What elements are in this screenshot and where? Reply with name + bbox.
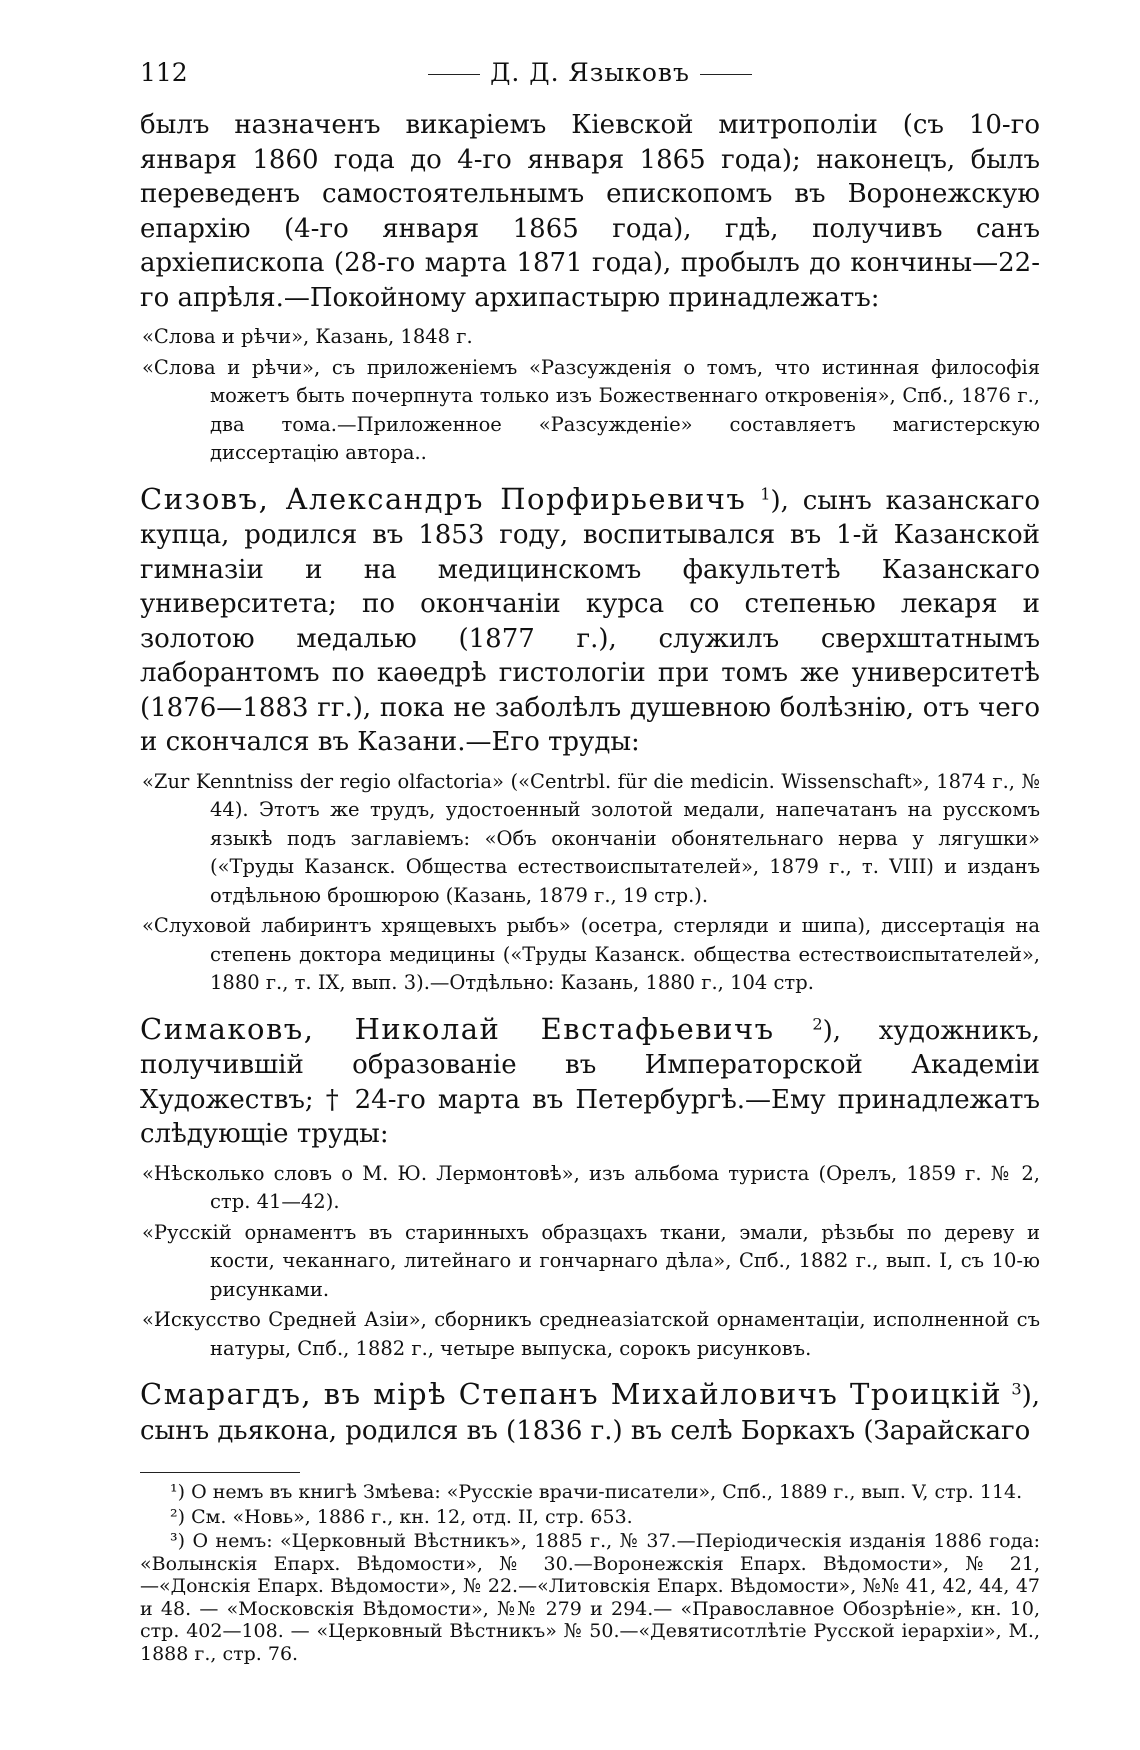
bibliography-item: «Искусство Средней Азіи», сборникъ среднеазіатской орнаментаціи, исполненной съ натуры, Спб., 1882 г., четыре выпуска, сорокъ рисунковъ. [142,1308,1040,1360]
entry-simakov: Симаковъ, Николай Евстафьевичъ $^2$), художникъ, получившій образованіе въ Императорской Академіи Художествъ; † 24-го марта въ Петербургѣ.—Ему принадлежатъ слѣдующіе труды: [140,1011,1040,1149]
footnote [140,1506,1040,1529]
entry-text: , сынъ казанскаго купца, родился въ 1853 году, воспитывался въ 1-й Казанской гимназіи и на медицинскомъ факультетѣ Казанскаго университета; по окончаніи курса со степенью лекаря и золотою медалью (1877 г.), служилъ сверхштатнымъ лаборантомъ по каѳедрѣ гистологіи при томъ же университетѣ (1876—1883 гг.), пока не заболѣлъ душевною болѣзнію, отъ чего и скончался въ Казани.—Его труды: [140,485,1041,757]
footnote-text: О немъ: «Церковный Вѣстникъ», 1885 г., № 37.—Періодическія изданія 1886 года: «Волынскія Епарх. Вѣдомости», № 30.—Воронежскія Епарх. Вѣдомости», № 21,—«Донскія Епарх. Вѣдомости», № 22.—«Литовскія Епарх. Вѣдомости», №№ 41, 42, 44, 47 и 48. — «Московскія Вѣдомости», №№ 279 и 294.— «Православное Обозрѣніе», кн. 10, стр. 402—108. — «Церковный Вѣстникъ» № 50.—«Девятисотлѣтіе Русской іерархіи», М., 1888 г., стр. 76. [140,1530,1041,1665]
intro-paragraph: былъ назначенъ викаріемъ Кіевской митрополіи (съ 10-го января 1860 года до 4-го января 1865 года); наконецъ, былъ переведенъ самостоятельнымъ епископомъ въ Воронежскую епархію (4-го января 1865 года), гдѣ, получивъ санъ архіепископа (28-го марта 1871 года), пробылъ до кончины—22-го апрѣля.—Покойному архипастырю принадлежатъ: [140,110,1040,313]
footnote-ref: 1 [760,483,771,503]
footnote [140,1530,1040,1665]
footnote-ref: 2 [812,1013,823,1033]
entry-smaragd: Смарагдъ, въ мірѣ Степанъ Михайловичъ Троицкій $^3$), сынъ дьякона, родился въ (1836 г.) въ селѣ Боркахъ (Зарайскаго [140,1377,1040,1446]
footnote-text: О немъ въ книгѣ Змѣева: «Русскіе врачи-писатели», Спб., 1889 г., вып. V, стр. 114. [191,1481,1023,1503]
page-header [140,58,1040,98]
footnote-mark: ²) [170,1505,186,1528]
bibliography-item: «Нѣсколько словъ о М. Ю. Лермонтовѣ», изъ альбома туриста (Орелъ, 1859 г. № 2, стр. 41—42). [142,1161,1040,1213]
running-title-text: Д. Д. Языковъ [490,58,690,87]
footnote-text: См. «Новь», 1886 г., кн. 12, отд. II, стр. 653. [191,1505,633,1528]
title-dash-left [428,74,480,75]
running-title [140,58,1040,87]
entry-name: Смарагдъ, въ мірѣ Степанъ Михайловичъ Троицкій [140,1377,1003,1411]
footnote [140,1481,1040,1504]
bibliography-item: «Слова и рѣчи», Казань, 1848 г. [142,325,473,348]
bibliography-item: «Слова и рѣчи», съ приложеніемъ «Разсужденія о томъ, что истинная философія можетъ быть почерпнута только изъ Божественнаго откровенія», Спб., 1876 г., два тома.—Приложенное «Разсужденіе» составляетъ магистерскую диссертацію автора.. [142,355,1040,464]
entry-text: , сынъ дьякона, родился въ (1836 г.) въ селѣ Боркахъ (Зарайскаго [140,1381,1040,1446]
entry-name: Сизовъ, Александръ Порфирьевичъ [140,481,747,516]
entry-name: Симаковъ, Николай Евстафьевичъ [140,1011,775,1046]
page-number: 112 [140,58,188,87]
title-dash-right [700,74,752,75]
bibliography-item: «Zur Kenntniss der regio olfactoria» («Centrbl. für die medicin. Wissenschaft», 1874 г., № 44). Этотъ же трудъ, удостоенный золотой медали, напечатанъ на русскомъ языкѣ подъ заглавіемъ: «Объ окончаніи обонятельнаго нерва у лягушки» («Труды Казанск. Общества естествоиспытателей», 1879 г., т. VIII) и изданъ отдѣльною брошюрою (Казань, 1879 г., 19 стр.). [142,769,1040,907]
entry-text: , художникъ, получившій образованіе въ Императорской Академіи Художествъ; † 24-го марта въ Петербургѣ.—Ему принадлежатъ слѣдующіе труды: [140,1015,1040,1149]
bibliography-item: «Русскій орнаментъ въ старинныхъ образцахъ ткани, эмали, рѣзьбы по дереву и кости, чеканнаго, литейнаго и гончарнаго дѣла», Спб., 1882 г., вып. I, съ 10-ю рисунками. [142,1220,1040,1301]
bibliography-item: «Слуховой лабиринтъ хрящевыхъ рыбъ» (осетра, стерляди и шипа), диссертація на степень доктора медицины («Труды Казанск. общества естествоиспытателей», 1880 г., т. IX, вып. 3).—Отдѣльно: Казань, 1880 г., 104 стр. [142,914,1040,994]
footnote-mark: ¹) [170,1481,186,1503]
footnote-ref: 3 [1011,1379,1022,1399]
footnote-mark: ³) [170,1530,186,1552]
footnote-divider [140,1472,300,1473]
entry-sizov: Сизовъ, Александръ Порфирьевичъ $^1$), сынъ казанскаго купца, родился въ 1853 году, воспитывался въ 1-й Казанской гимназіи и на медицинскомъ факультетѣ Казанскаго университета; по окончаніи курса со степенью лекаря и золотою медалью (1877 г.), служилъ сверхштатнымъ лаборантомъ по каѳедрѣ гистологіи при томъ же университетѣ (1876—1883 гг.), пока не заболѣлъ душевною болѣзнію, отъ чего и скончался въ Казани.—Его труды: [140,481,1041,757]
